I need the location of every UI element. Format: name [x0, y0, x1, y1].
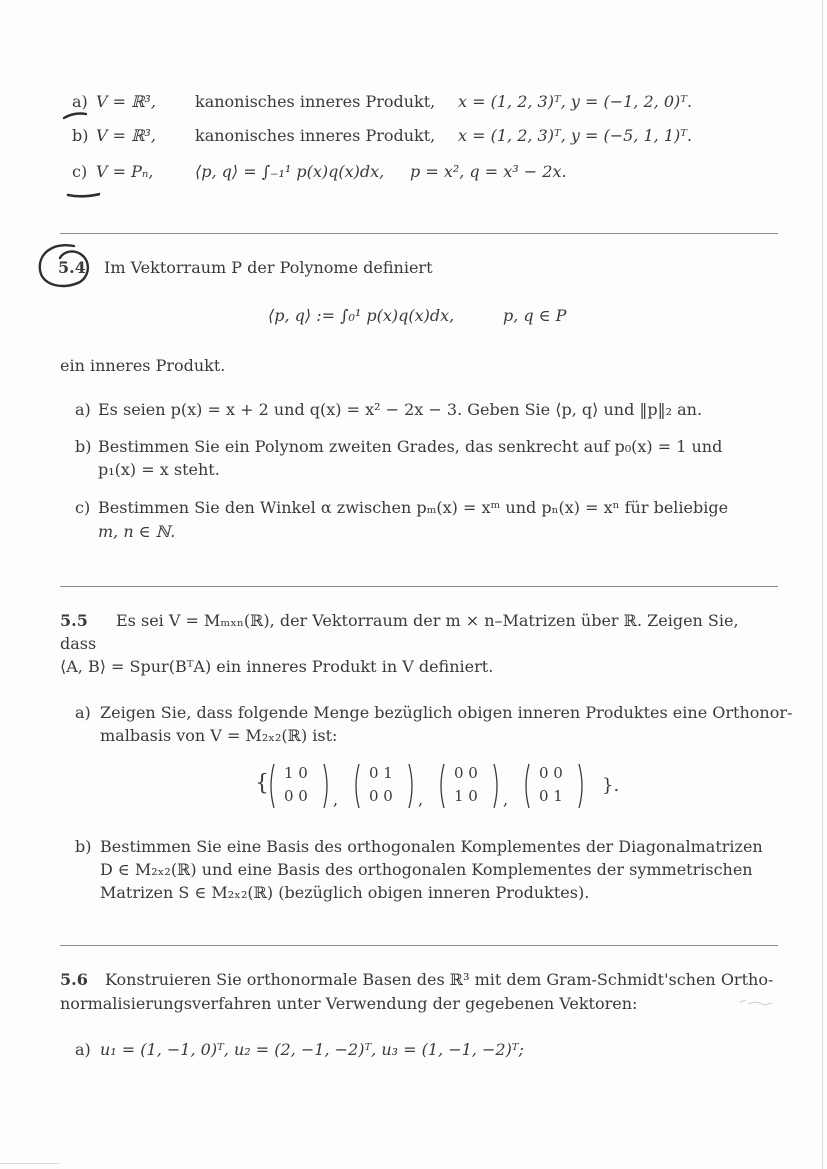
exercise-5-5-b-text: Bestimmen Sie eine Basis des orthogonalen Komplementes der Diagonalmatrizen	[100, 837, 763, 856]
intro-item-a-vectors: x = (1, 2, 3)ᵀ, y = (−1, 2, 0)ᵀ.	[458, 92, 693, 111]
intro-item-c-polys: p = x², q = x³ − 2x.	[410, 162, 567, 181]
exercise-5-5-intro: Es sei V = Mₘₓₙ(ℝ), der Vektorraum der m × n–Matrizen über ℝ. Zeigen Sie,	[116, 611, 739, 630]
exercise-5-4-a-label: a)	[75, 400, 91, 419]
matrix-e22-row2: 0 1	[539, 787, 563, 805]
section-divider	[60, 945, 778, 946]
matrix-e11-row2: 0 0	[284, 787, 308, 805]
exercise-5-4-intro: Im Vektorraum P der Polynome definiert	[104, 258, 433, 277]
exercise-5-4-after: ein inneres Produkt.	[60, 356, 226, 375]
intro-item-c-product: ⟨p, q⟩ = ∫₋₁¹ p(x)q(x)dx,	[195, 162, 385, 181]
matrix-e12-row1: 0 1	[369, 764, 393, 782]
exercise-5-4-c-text: Bestimmen Sie den Winkel α zwischen pₘ(x) = xᵐ und pₙ(x) = xⁿ für beliebige	[98, 498, 729, 517]
pen-underline-marks	[60, 104, 100, 214]
exercise-5-6-intro-2: normalisierungsverfahren unter Verwendung der gegebenen Vektoren:	[60, 994, 638, 1013]
section-divider	[60, 586, 778, 587]
exercise-5-5-intro-3: ⟨A, B⟩ = Spur(BᵀA) ein inneres Produkt in V definiert.	[60, 657, 494, 676]
exercise-5-5-a-label: a)	[75, 703, 91, 722]
exercise-5-5-b-text-3: Matrizen S ∈ M₂ₓ₂(ℝ) (bezüglich obigen inneren Produktes).	[100, 883, 590, 902]
exercise-5-4-domain: p, q ∈ P	[503, 306, 567, 325]
intro-item-a-label: a)	[72, 92, 88, 111]
matrix-separator: ,	[333, 790, 339, 809]
matrix-e21-row2: 1 0	[454, 787, 478, 805]
matrix-e22-row1: 0 0	[539, 764, 563, 782]
intro-item-a-product: kanonisches inneres Produkt,	[195, 92, 436, 111]
matrix-e11-row1: 1 0	[284, 764, 308, 782]
exercise-5-5-intro-2: dass	[60, 634, 97, 653]
section-divider	[60, 233, 778, 234]
exercise-5-4-number: 5.4	[58, 258, 86, 277]
matrix-separator: ,	[418, 790, 424, 809]
exercise-5-6-number: 5.6	[60, 970, 88, 989]
exercise-5-4-a-text: Es seien p(x) = x + 2 und q(x) = x² − 2x − 3. Geben Sie ⟨p, q⟩ und ‖p‖₂ an.	[98, 400, 703, 419]
exercise-5-5-number: 5.5	[60, 611, 88, 630]
faint-scan-mark	[738, 996, 778, 1010]
exercise-5-4-b-text-2: p₁(x) = x steht.	[98, 460, 220, 479]
exercise-5-4-b-text: Bestimmen Sie ein Polynom zweiten Grades, das senkrecht auf p₀(x) = 1 und	[98, 437, 723, 456]
intro-item-c-label: c)	[72, 162, 88, 181]
intro-item-a-space: V = ℝ³,	[96, 92, 156, 111]
intro-item-b-label: b)	[72, 126, 89, 145]
page-edge-bottom	[0, 1163, 60, 1164]
matrix-e12-row2: 0 0	[369, 787, 393, 805]
exercise-5-6-intro: Konstruieren Sie orthonormale Basen des ℝ³ mit dem Gram-Schmidt'schen Ortho-	[105, 970, 774, 989]
exercise-5-5-b-text-2: D ∈ M₂ₓ₂(ℝ) und eine Basis des orthogonalen Komplementes der symmetrischen	[100, 860, 753, 879]
exercise-5-5-a-text-2: malbasis von V = M₂ₓ₂(ℝ) ist:	[100, 726, 338, 745]
intro-item-b-vectors: x = (1, 2, 3)ᵀ, y = (−5, 1, 1)ᵀ.	[458, 126, 693, 145]
exercise-5-6-a-label: a)	[75, 1040, 91, 1059]
exercise-5-5-b-label: b)	[75, 837, 92, 856]
intro-item-c-space: V = Pₙ,	[96, 162, 154, 181]
matrix-separator: ,	[503, 790, 509, 809]
exercise-5-6-a-text: u₁ = (1, −1, 0)ᵀ, u₂ = (2, −1, −2)ᵀ, u₃ = (1, −1, −2)ᵀ;	[100, 1040, 524, 1059]
exercise-5-4-c-text-2: m, n ∈ ℕ.	[98, 522, 176, 541]
exercise-5-4-formula: ⟨p, q⟩ := ∫₀¹ p(x)q(x)dx,	[268, 306, 455, 325]
intro-item-b-product: kanonisches inneres Produkt,	[195, 126, 436, 145]
matrix-e21-row1: 0 0	[454, 764, 478, 782]
exercise-5-4-b-label: b)	[75, 437, 92, 456]
exercise-5-5-a-text: Zeigen Sie, dass folgende Menge bezüglich obigen inneren Produktes eine Orthonor-	[100, 703, 793, 722]
matrix-brackets	[266, 760, 616, 812]
intro-item-b-space: V = ℝ³,	[96, 126, 156, 145]
exercise-5-4-c-label: c)	[75, 498, 91, 517]
set-open-brace: {	[255, 771, 269, 796]
page-edge	[822, 0, 823, 1169]
set-close-brace: }.	[602, 775, 620, 796]
